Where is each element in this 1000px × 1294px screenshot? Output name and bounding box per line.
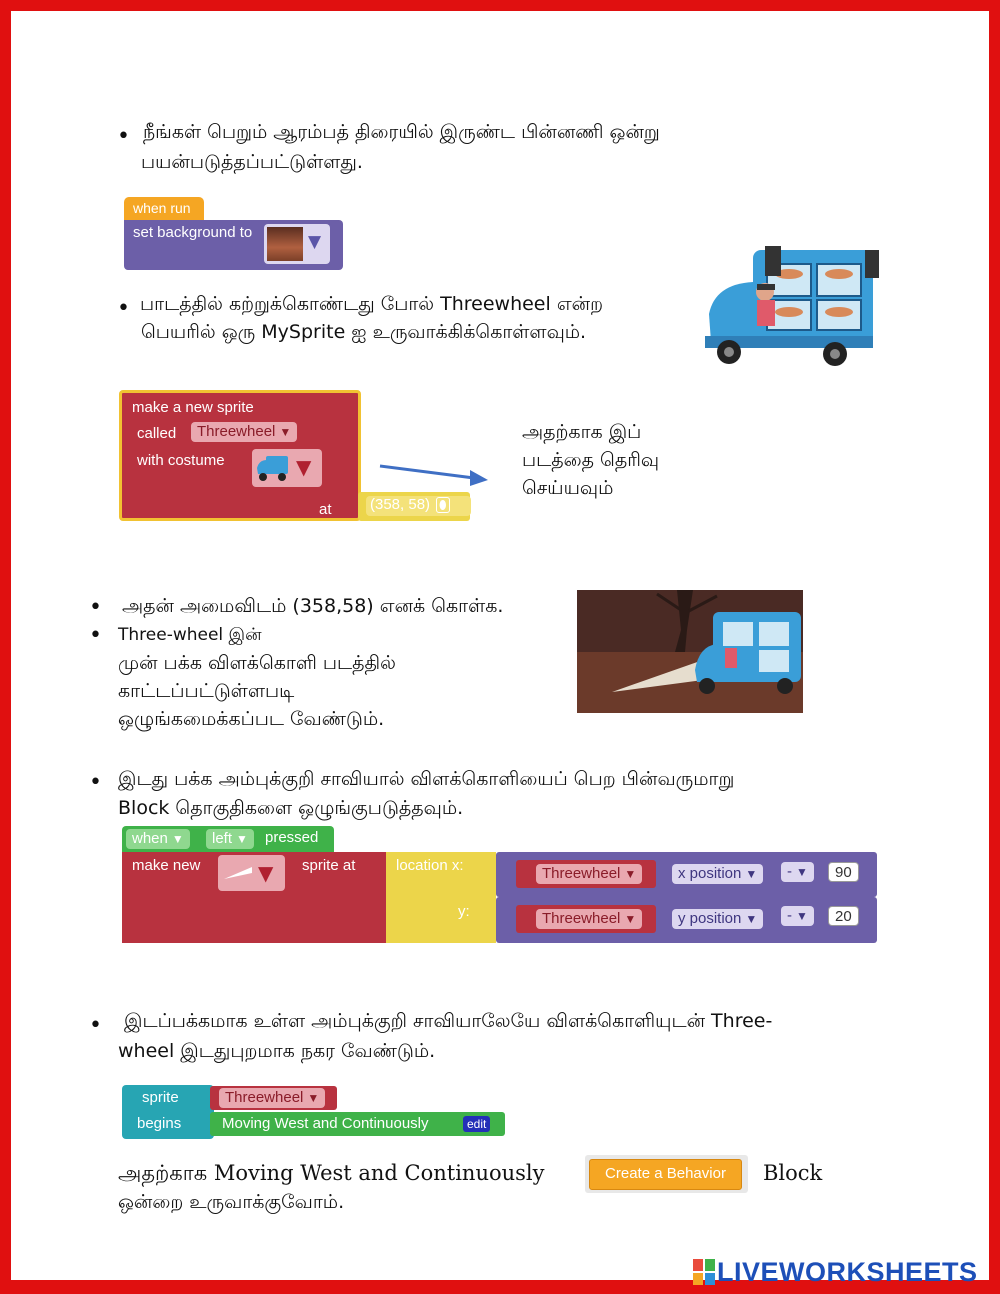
make-new-sprite-block[interactable] [119,390,361,521]
sprite-at-label: sprite at [302,857,356,874]
background-dropdown[interactable] [264,224,330,264]
chevron-down-icon: ▼ [624,912,637,926]
light-costume-dropdown[interactable] [218,855,285,891]
location-y-label: y: [458,903,470,920]
logo-text: LIVEWORKSHEETS [717,1257,978,1287]
bullet: • [117,296,130,321]
sprite-label: sprite [142,1089,179,1106]
coordinate-text: (358, 58) [370,496,431,513]
bullet: • [89,770,102,795]
with-costume-label: with costume [137,452,225,469]
begins-sprite-label: Threewheel [225,1089,304,1106]
chevron-down-icon: ▼ [796,865,808,879]
sprite-x-label: Threewheel [542,865,621,882]
threewheel-costume-icon [256,454,290,482]
x-position-dropdown[interactable] [672,864,763,884]
sprite-name-value: Threewheel [197,423,276,440]
x-position-math-block[interactable] [496,852,877,897]
sprite-name-dropdown[interactable] [191,422,297,442]
bullet: • [89,595,102,620]
make-new-sprite-label: make a new sprite [132,399,254,416]
when-key-pressed-block[interactable] [122,826,334,852]
background-thumbnail [267,227,303,261]
chevron-down-icon: ▼ [308,232,322,252]
chevron-down-icon: ▼ [296,455,312,479]
sprite-y-dropdown[interactable] [536,909,642,929]
set-background-label: set background to [133,224,253,241]
chevron-down-icon: ▼ [796,909,808,923]
called-label: called [137,425,177,442]
edit-button[interactable]: edit [463,1116,490,1132]
y-position-math-block[interactable] [496,897,877,943]
y-position-dropdown[interactable] [672,909,763,929]
sprite-y-label: Threewheel [542,910,621,927]
section1-line2: பயன்படுத்தப்பட்டுள்ளது. [141,151,363,173]
section5-line1: இடப்பக்கமாக உள்ள அம்புக்குறி சாவியாலேயே விளக்கொளியுடன் Three- [124,1010,773,1032]
coordinate-block[interactable] [358,492,470,521]
section3-item1: அதன் அமைவிடம் (358,58) எனக் கொள்க. [122,595,504,617]
section4-line1: இடது பக்க அம்புக்குறி சாவியால் விளக்கொளியைப் பெற பின்வருமாறு [118,768,735,790]
note-line2: படத்தை தெரிவு [522,449,660,471]
chevron-down-icon: ▼ [307,1091,320,1105]
when-label: when [132,830,168,847]
sprite-ref-block[interactable] [210,1086,337,1110]
chevron-down-icon: ▼ [624,867,637,881]
x-offset-input[interactable]: 90 [828,862,859,882]
behavior-block[interactable] [210,1112,505,1136]
pin-icon: ⬮ [436,497,450,513]
section3-item2-line4: ஒழுங்கமைக்கப்பட வேண்டும். [118,708,385,730]
bullet: • [117,124,130,149]
begins-label: begins [137,1115,182,1132]
section3-item2-line2: முன் பக்க விளக்கொளி படத்தில் [118,652,396,674]
section5-line2: wheel இடதுபுறமாக நகர வேண்டும். [118,1040,436,1062]
operator-dropdown[interactable] [781,906,814,926]
section3-item2-line1: Three-wheel இன் [118,625,262,645]
section1-line1: நீங்கள் பெறும் ஆரம்பத் திரையில் இருண்ட பின்னணி ஒன்று [143,121,660,143]
chevron-down-icon: ▼ [745,867,758,881]
note-line1: அதற்காக இப் [522,421,642,443]
chevron-down-icon: ▼ [745,912,758,926]
when-dropdown[interactable] [126,829,190,849]
chevron-down-icon: ▼ [236,832,248,846]
arrow-icon [378,460,490,488]
threewheel-image [705,244,883,374]
at-label: at [319,501,332,518]
operator-label: - [787,863,792,880]
key-label: left [212,830,233,847]
headlight-icon [222,863,254,883]
sprite-begins-block[interactable] [122,1085,214,1139]
location-x-label: location x: [396,857,464,874]
bullet: • [89,1013,102,1038]
section2-line2: பெயரில் ஒரு MySprite ஐ உருவாக்கிக்கொள்ளவும். [141,321,587,343]
key-dropdown[interactable] [206,829,254,849]
x-position-label: x position [678,865,742,882]
chevron-down-icon: ▼ [258,861,274,885]
logo-icon [693,1259,715,1285]
section2-line1: பாடத்தில் கற்றுக்கொண்டது போல் Threewheel என்ற [140,293,603,315]
chevron-down-icon: ▼ [279,425,292,439]
headlight-scene-image [577,590,803,713]
location-block[interactable] [386,852,496,943]
chevron-down-icon: ▼ [171,832,184,846]
operator-label: - [787,907,792,924]
section4-line2: Block தொகுதிகளை ஒழுங்குபடுத்தவும். [118,797,464,819]
final-prefix: அதற்காக Moving West and Continuously [118,1161,545,1185]
create-behavior-frame [585,1155,748,1193]
final-line2: ஒன்றை உருவாக்குவோம். [118,1191,345,1213]
section3-item2-line3: காட்டப்பட்டுள்ளபடி [118,680,295,702]
coordinate-value[interactable] [366,496,471,516]
y-offset-input[interactable]: 20 [828,906,859,926]
create-behavior-button[interactable]: Create a Behavior [589,1159,742,1190]
when-run-hat-block[interactable]: when run [124,197,204,221]
sprite-x-dropdown[interactable] [536,864,642,884]
note-line3: செய்யவும் [522,477,614,499]
operator-dropdown[interactable] [781,862,814,882]
make-new-label: make new [132,857,201,874]
costume-dropdown[interactable] [252,449,322,487]
behavior-label: Moving West and Continuously [222,1115,429,1132]
bullet: • [89,623,102,648]
pressed-label: pressed [265,829,319,846]
y-position-label: y position [678,910,742,927]
final-suffix: Block [763,1161,823,1185]
begins-sprite-dropdown[interactable] [219,1088,325,1108]
